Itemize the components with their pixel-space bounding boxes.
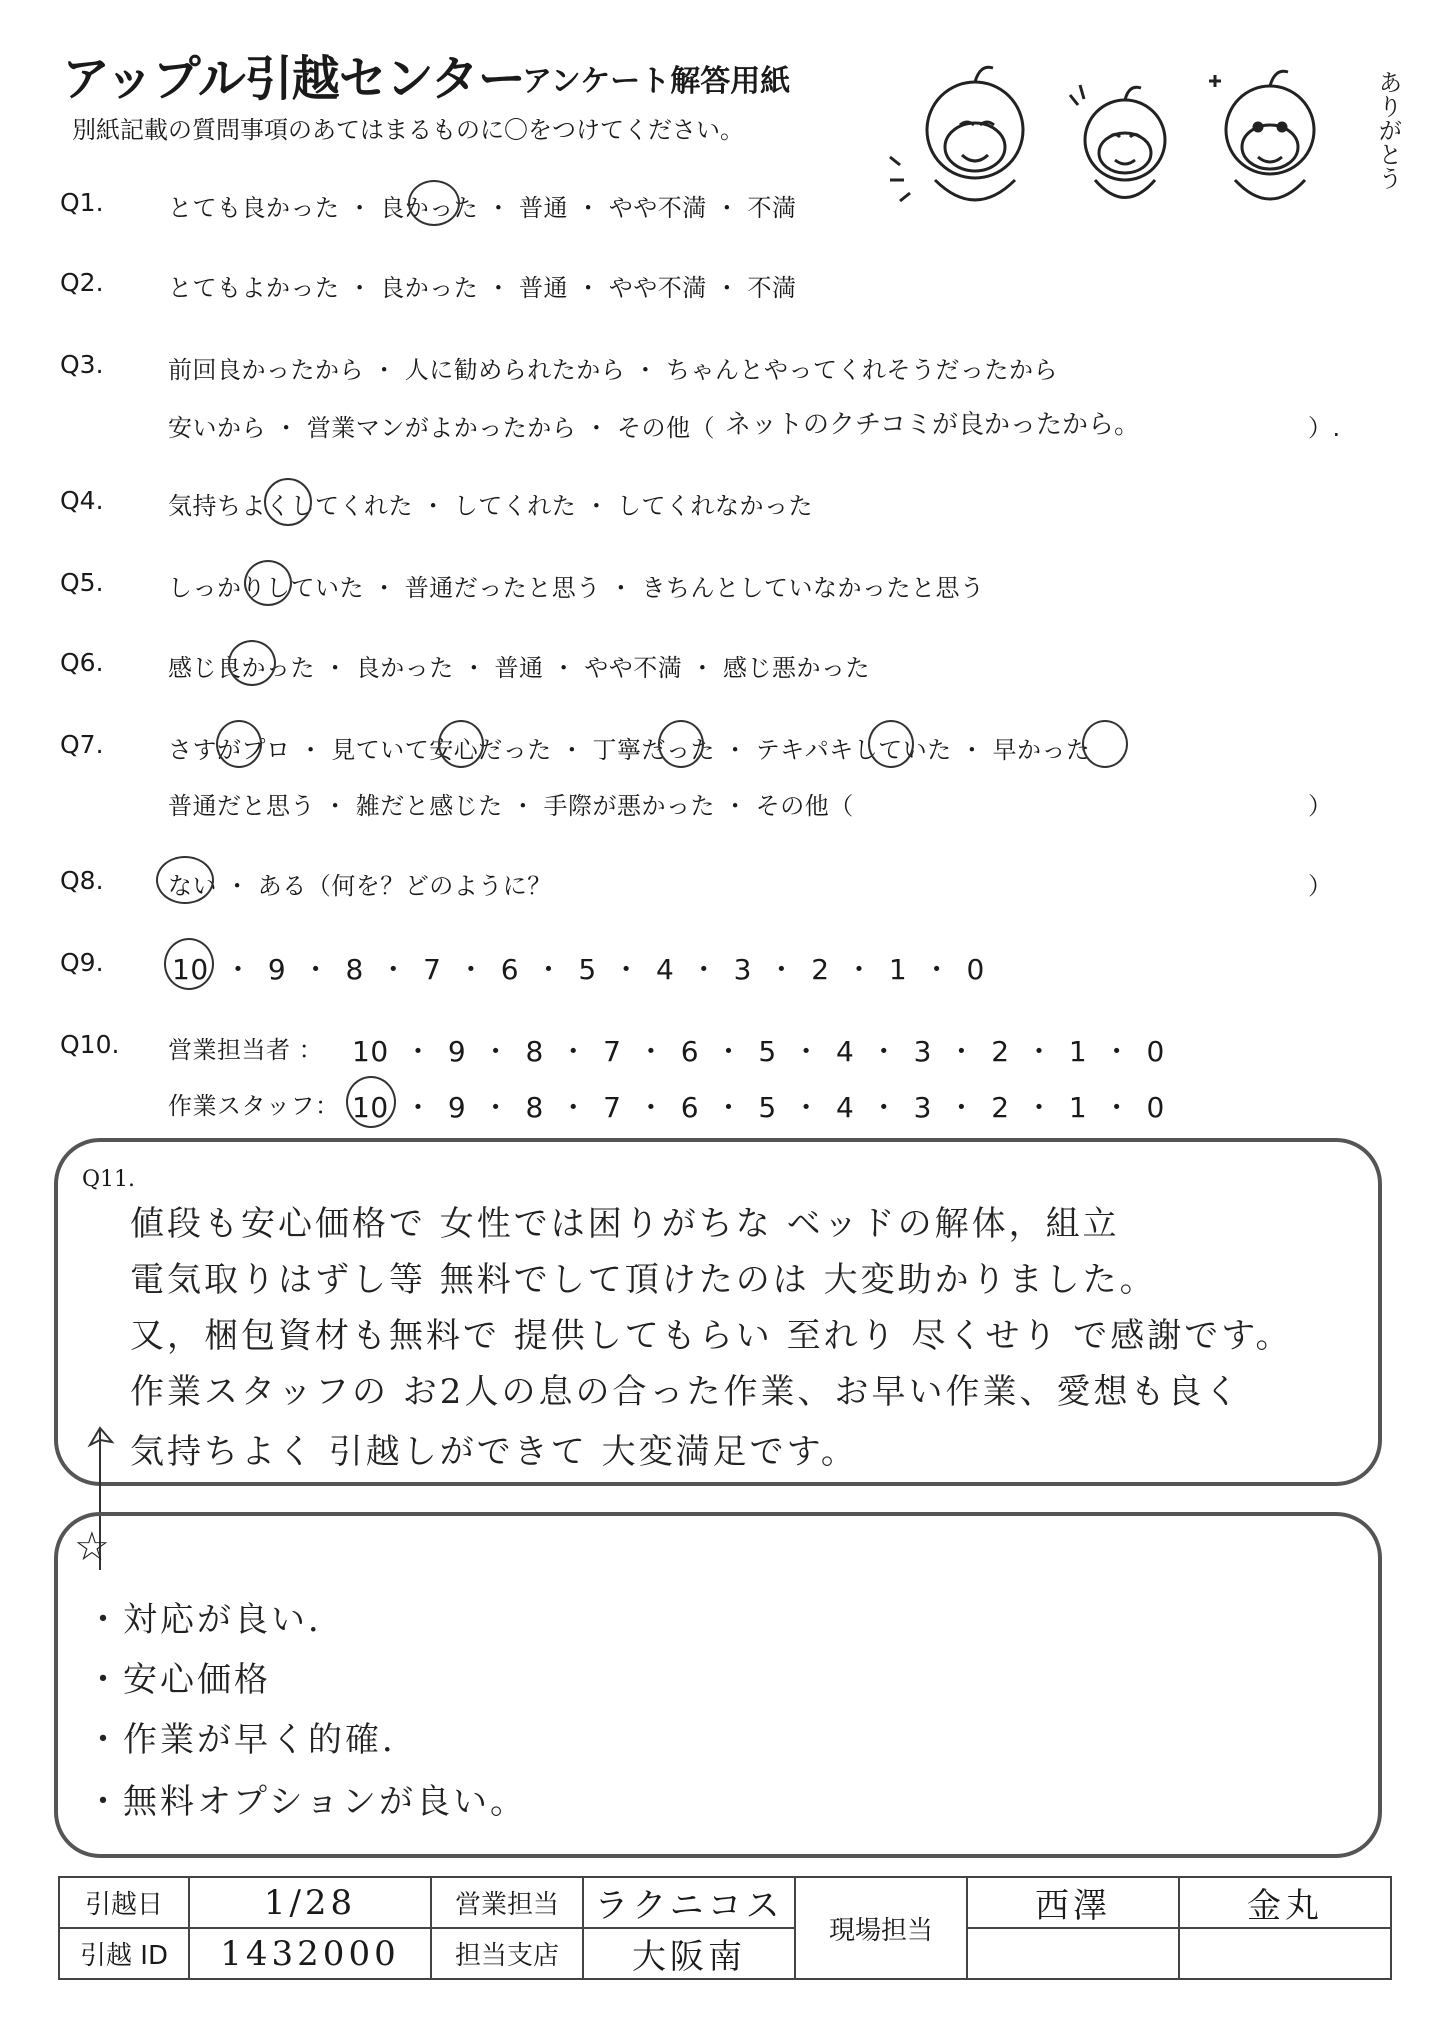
q5-options: しっかりしていた ・ 普通だったと思う ・ きちんとしていなかったと思う <box>168 574 985 602</box>
q3-other-handwritten: ネットのクチコミが良かったから。 <box>725 410 1140 440</box>
page-title: アップル引越センター <box>62 51 525 107</box>
site-rep-1: 西澤 <box>967 1877 1179 1928</box>
answer-circle <box>438 720 484 768</box>
sales-rep-label: 営業担当 <box>431 1877 583 1928</box>
q6-label: Q6. <box>60 648 104 677</box>
q9-scale: 10 ・ 9 ・ 8 ・ 7 ・ 6 ・ 5 ・ 4 ・ 3 ・ 2 ・ 1 ・ 0 <box>172 953 985 986</box>
q10-staff-label: 作業スタッフ： <box>168 1092 340 1120</box>
answer-circle <box>408 180 460 226</box>
note-item: ・安心価格 <box>86 1660 271 1700</box>
answer-circle <box>164 938 214 990</box>
q11-label: Q11. <box>82 1167 136 1192</box>
site-rep-empty-cell <box>1179 1928 1391 1979</box>
q4-options: 気持ちよくしてくれた ・ してくれた ・ してくれなかった <box>168 492 814 520</box>
note-item: ・対応が良い． <box>86 1600 345 1640</box>
q7-options-line1: さすがプロ ・ 見ていて安心だった ・ 丁寧だった ・ テキパキしていた ・ 早かった <box>168 736 1091 764</box>
footer-table <box>58 1876 1392 1980</box>
site-rep-label: 現場担当 <box>795 1877 967 1979</box>
note-item: ・作業が早く的確． <box>86 1720 419 1760</box>
q3-options-line2: 安いから ・ 営業マンがよかったから ・ その他（ <box>168 414 716 442</box>
q3-label: Q3. <box>60 350 104 379</box>
mascot-text: ありがとう <box>1374 70 1402 190</box>
q8-options: ない ・ ある（何を？どのように？ <box>168 872 552 900</box>
q1-options: とても良かった ・ 良かった ・ 普通 ・ やや不満 ・ 不満 <box>168 194 797 222</box>
answer-circle <box>346 1076 396 1128</box>
q10-label: Q10. <box>60 1030 120 1059</box>
branch-label: 担当支店 <box>431 1928 583 1979</box>
q11-line: 又，梱包資材も無料で 提供してもらい 至れり 尽くせり で感謝です。 <box>130 1316 1293 1356</box>
star-icon: ☆ <box>74 1524 110 1570</box>
site-rep-2: 金丸 <box>1179 1877 1391 1928</box>
page-subtitle: アンケート解答用紙 <box>522 64 791 99</box>
q5-label: Q5. <box>60 568 104 597</box>
q7-options-line2: 普通だと思う ・ 雑だと感じた ・ 手際が悪かった ・ その他（ <box>168 792 854 820</box>
q9-label: Q9. <box>60 948 104 977</box>
answer-circle <box>156 856 214 904</box>
q7-close: ） <box>1308 792 1333 820</box>
move-date-label: 引越日 <box>59 1877 189 1928</box>
q8-close: ） <box>1308 872 1333 900</box>
answer-circle <box>264 478 312 526</box>
q3-options-line1: 前回良かったから ・ 人に勧められたから ・ ちゃんとやってくれそうだったから <box>168 356 1059 384</box>
answer-circle <box>228 640 276 686</box>
q1-label: Q1. <box>60 188 104 217</box>
q6-options: 感じ良かった ・ 良かった ・ 普通 ・ やや不満 ・ 感じ悪かった <box>168 654 871 682</box>
q2-options: とてもよかった ・ 良かった ・ 普通 ・ やや不満 ・ 不満 <box>168 274 797 302</box>
mascot-illustration <box>880 55 1360 230</box>
q3-close: ）. <box>1308 414 1341 442</box>
q10-staff-scale: 10 ・ 9 ・ 8 ・ 7 ・ 6 ・ 5 ・ 4 ・ 3 ・ 2 ・ 1 ・ 0 <box>352 1091 1165 1124</box>
q10-sales-label: 営業担当者 ： <box>168 1036 324 1064</box>
site-rep-empty-cell <box>967 1928 1179 1979</box>
q4-label: Q4. <box>60 486 104 515</box>
q11-line: 気持ちよく 引越しができて 大変満足です。 <box>130 1432 858 1472</box>
branch-value: 大阪南 <box>583 1928 795 1979</box>
answer-circle <box>216 720 262 768</box>
answer-circle <box>244 560 292 606</box>
answer-circle <box>658 720 704 768</box>
q8-label: Q8. <box>60 866 104 895</box>
answer-circle <box>1082 720 1128 768</box>
q7-label: Q7. <box>60 730 104 759</box>
q11-line: 作業スタッフの お2人の息の合った作業、お早い作業、愛想も良く <box>130 1372 1242 1412</box>
note-item: ・無料オプションが良い。 <box>86 1782 527 1822</box>
q11-line: 電気取りはずし等 無料でして頂けたのは 大変助かりました。 <box>130 1260 1157 1300</box>
instruction-text: 別紙記載の質問事項のあてはまるものに〇をつけてください。 <box>72 116 744 144</box>
move-id-value: 1432000 <box>189 1928 431 1979</box>
move-date-value: 1/28 <box>189 1877 431 1928</box>
q11-line: 値段も安心価格で 女性では困りがちな ベッドの解体，組立 <box>130 1204 1120 1244</box>
q10-sales-scale: 10 ・ 9 ・ 8 ・ 7 ・ 6 ・ 5 ・ 4 ・ 3 ・ 2 ・ 1 ・ 0 <box>352 1035 1165 1068</box>
move-id-label: 引越 ID <box>59 1928 189 1979</box>
q2-label: Q2. <box>60 268 104 297</box>
answer-circle <box>868 720 914 768</box>
sales-rep-value: ラクニコス <box>583 1877 795 1928</box>
